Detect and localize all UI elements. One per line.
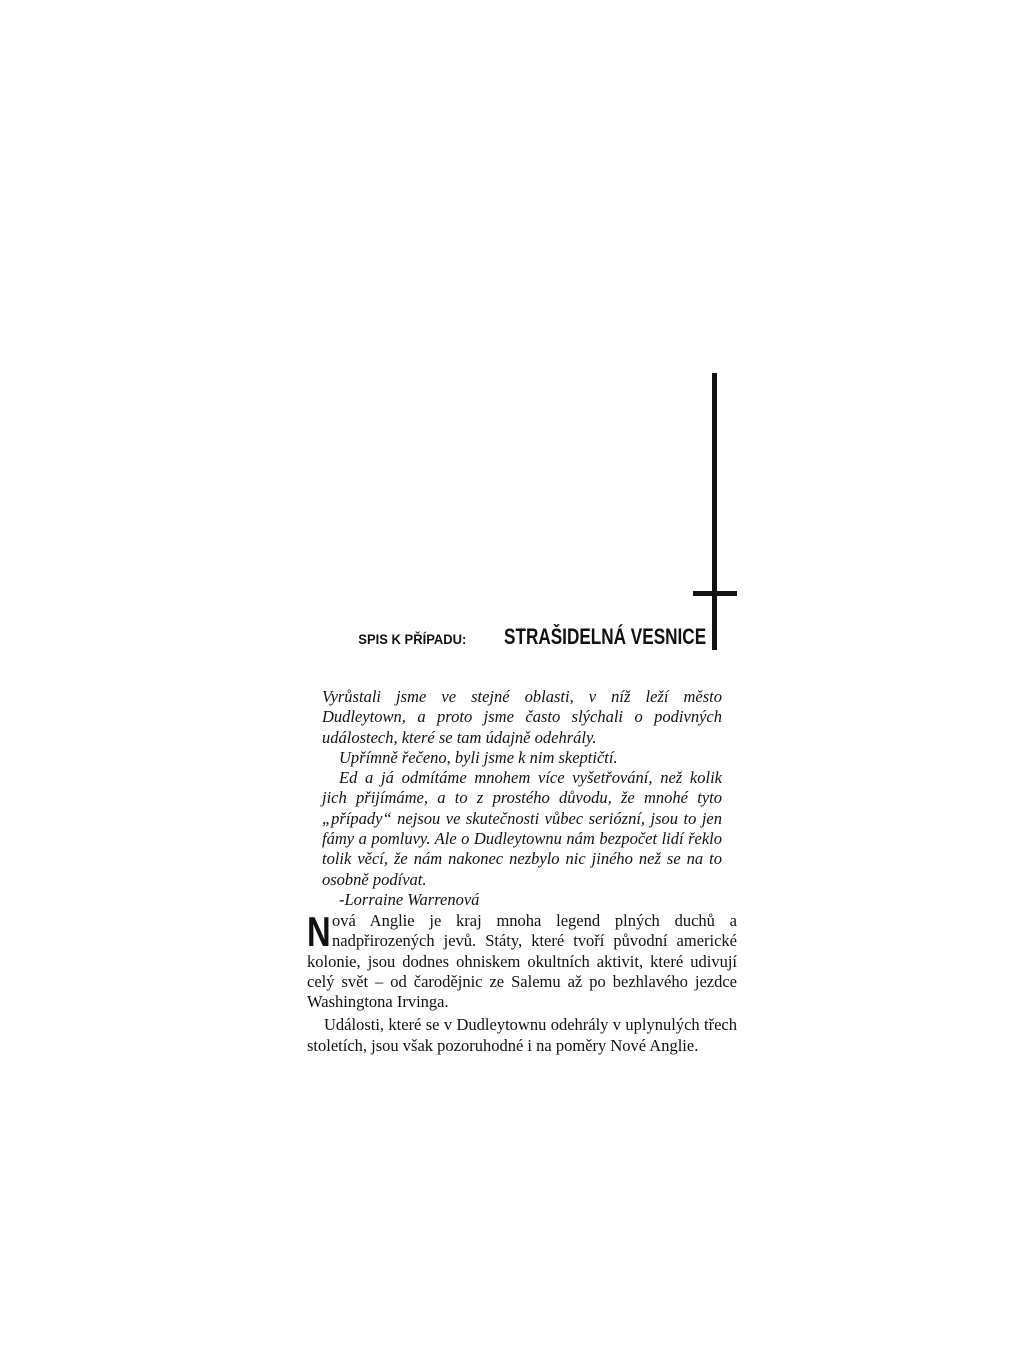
drop-cap: N: [307, 908, 331, 955]
body-text: [307, 908, 737, 1056]
epigraph-paragraph: Ed a já odmítáme mnohem více vyšetřování, než kolik jich přijímáme, a to z prostého důvodu, že mnohé tyto „případy“ nejsou ve skutečnosti vůbec seriózní, jsou to jen fámy a pomluvy. Ale o Dudleytownu nám bezpočet lidí řeklo tolik věcí, že nám nakonec nezbylo nic jiného než se na to osobně podívat.: [322, 768, 722, 889]
body-paragraph-text: ová Anglie je kraj mnoha legend plných duchů a nadpřirozených jevů. Státy, které tvoří původní americké kolonie, jsou dodnes ohniskem okultních aktivit, které udivují celý svět – od čarodějnic ze Salemu až po bezhlavého jezdce Washingtona Irvinga.: [307, 911, 737, 1012]
epigraph-paragraph: Vyrůstali jsme ve stejné oblasti, v níž leží město Dudleytown, a proto jsme často slýchali o podivných událostech, které se tam údajně odehrály.: [322, 687, 722, 747]
epigraph-paragraph: Upřímně řečeno, byli jsme k nim skeptičtí.: [339, 747, 618, 767]
chapter-heading-title: STRAŠIDELNÁ VESNICE: [503, 624, 706, 649]
epigraph-signature: -Lorraine Warrenová: [339, 889, 480, 909]
cross-ornament-vertical: [712, 373, 717, 650]
chapter-heading-prefix: SPIS K PŘÍPADU:: [358, 631, 467, 648]
chapter-heading: [358, 624, 706, 650]
cross-ornament-horizontal: [693, 591, 737, 596]
epigraph-quote: [322, 687, 722, 910]
body-paragraph: [307, 908, 737, 1012]
body-paragraph: Události, které se v Dudleytownu odehrály v uplynulých třech stoletích, jsou však pozoruhodné i na poměry Nové Anglie.: [307, 1015, 737, 1055]
